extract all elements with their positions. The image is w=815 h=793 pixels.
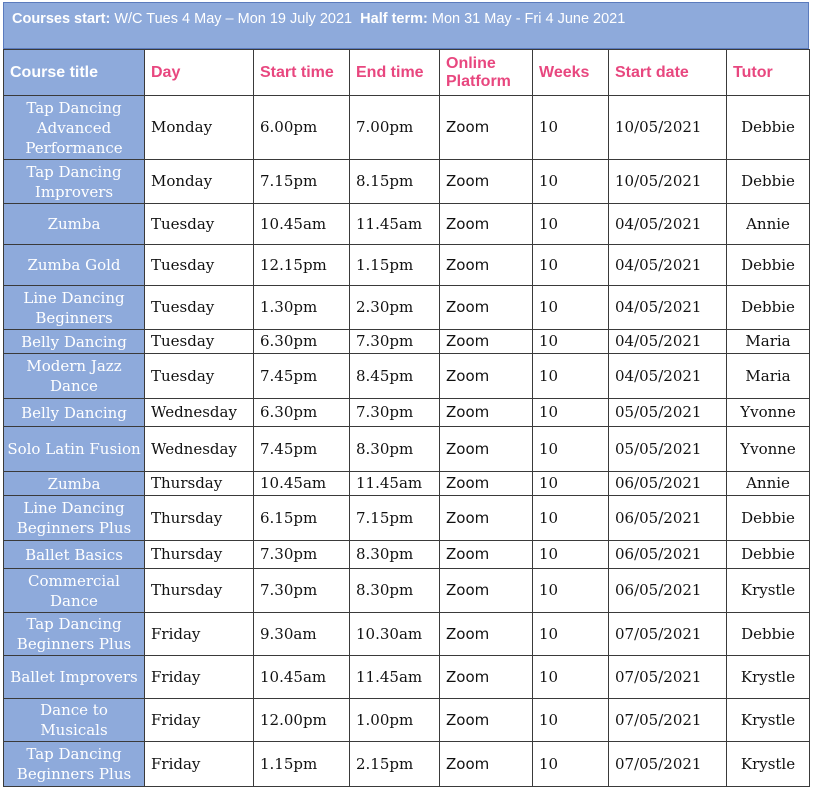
end-time-cell: 8.30pm	[350, 541, 440, 569]
end-time-cell: 11.45am	[350, 656, 440, 699]
day-cell: Tuesday	[145, 330, 254, 354]
day-cell: Wednesday	[145, 427, 254, 472]
weeks-cell: 10	[533, 245, 609, 286]
weeks-cell: 10	[533, 472, 609, 496]
course-title-cell: Line Dancing Beginners Plus	[4, 496, 145, 541]
weeks-cell: 10	[533, 286, 609, 330]
end-time-cell: 11.45am	[350, 204, 440, 245]
table-row	[4, 569, 810, 613]
start-date-cell: 04/05/2021	[609, 286, 727, 330]
day-cell: Thursday	[145, 496, 254, 541]
courses-start-label: Courses start:	[12, 11, 111, 27]
start-date-cell: 05/05/2021	[609, 399, 727, 427]
tutor-cell: Debbie	[727, 613, 810, 656]
start-time-cell: 6.30pm	[254, 399, 350, 427]
course-title-cell: Belly Dancing	[4, 399, 145, 427]
day-cell: Friday	[145, 742, 254, 787]
course-title-cell: Dance to Musicals	[4, 699, 145, 742]
end-time-cell: 8.30pm	[350, 427, 440, 472]
table-row	[4, 96, 810, 160]
start-date-cell: 07/05/2021	[609, 742, 727, 787]
course-title-cell: Tap Dancing Improvers	[4, 160, 145, 204]
weeks-cell: 10	[533, 496, 609, 541]
course-title-cell: Tap Dancing Advanced Performance	[4, 96, 145, 160]
header-end-time: End time	[350, 50, 440, 96]
course-title-cell: Ballet Improvers	[4, 656, 145, 699]
tutor-cell: Maria	[727, 330, 810, 354]
platform-cell: Zoom	[440, 699, 533, 742]
start-time-cell: 7.45pm	[254, 427, 350, 472]
start-time-cell: 6.30pm	[254, 330, 350, 354]
day-cell: Tuesday	[145, 354, 254, 399]
table-row	[4, 699, 810, 742]
header-row	[4, 50, 810, 96]
tutor-cell: Yvonne	[727, 427, 810, 472]
course-title-cell: Line Dancing Beginners	[4, 286, 145, 330]
weeks-cell: 10	[533, 160, 609, 204]
tutor-cell: Annie	[727, 472, 810, 496]
start-date-cell: 06/05/2021	[609, 541, 727, 569]
end-time-cell: 8.30pm	[350, 569, 440, 613]
platform-cell: Zoom	[440, 613, 533, 656]
start-time-cell: 10.45am	[254, 204, 350, 245]
table-row	[4, 204, 810, 245]
platform-cell: Zoom	[440, 160, 533, 204]
end-time-cell: 2.15pm	[350, 742, 440, 787]
start-date-cell: 04/05/2021	[609, 354, 727, 399]
platform-cell: Zoom	[440, 286, 533, 330]
start-date-cell: 07/05/2021	[609, 699, 727, 742]
weeks-cell: 10	[533, 699, 609, 742]
day-cell: Wednesday	[145, 399, 254, 427]
course-title-cell: Commercial Dance	[4, 569, 145, 613]
header-start-date: Start date	[609, 50, 727, 96]
platform-cell: Zoom	[440, 354, 533, 399]
end-time-cell: 7.15pm	[350, 496, 440, 541]
tutor-cell: Debbie	[727, 286, 810, 330]
day-cell: Friday	[145, 613, 254, 656]
platform-cell: Zoom	[440, 399, 533, 427]
platform-cell: Zoom	[440, 427, 533, 472]
table-row	[4, 742, 810, 787]
end-time-cell: 1.15pm	[350, 245, 440, 286]
end-time-cell: 10.30am	[350, 613, 440, 656]
weeks-cell: 10	[533, 613, 609, 656]
platform-cell: Zoom	[440, 656, 533, 699]
header-day: Day	[145, 50, 254, 96]
course-title-cell: Zumba	[4, 472, 145, 496]
table-row	[4, 399, 810, 427]
tutor-cell: Debbie	[727, 245, 810, 286]
course-title-cell: Solo Latin Fusion	[4, 427, 145, 472]
weeks-cell: 10	[533, 204, 609, 245]
table-row	[4, 541, 810, 569]
day-cell: Monday	[145, 160, 254, 204]
end-time-cell: 11.45am	[350, 472, 440, 496]
start-date-cell: 04/05/2021	[609, 204, 727, 245]
start-time-cell: 12.15pm	[254, 245, 350, 286]
day-cell: Thursday	[145, 472, 254, 496]
weeks-cell: 10	[533, 656, 609, 699]
tutor-cell: Krystle	[727, 569, 810, 613]
table-row	[4, 330, 810, 354]
start-date-cell: 07/05/2021	[609, 656, 727, 699]
table-row	[4, 656, 810, 699]
course-title-cell: Belly Dancing	[4, 330, 145, 354]
start-date-cell: 06/05/2021	[609, 472, 727, 496]
course-title-cell: Modern Jazz Dance	[4, 354, 145, 399]
start-time-cell: 7.30pm	[254, 541, 350, 569]
course-schedule	[3, 2, 809, 787]
start-date-cell: 04/05/2021	[609, 330, 727, 354]
platform-cell: Zoom	[440, 569, 533, 613]
platform-cell: Zoom	[440, 496, 533, 541]
tutor-cell: Annie	[727, 204, 810, 245]
table-row	[4, 472, 810, 496]
weeks-cell: 10	[533, 354, 609, 399]
start-time-cell: 1.15pm	[254, 742, 350, 787]
platform-cell: Zoom	[440, 245, 533, 286]
course-table	[3, 49, 810, 787]
end-time-cell: 8.15pm	[350, 160, 440, 204]
header-course-title: Course title	[4, 50, 145, 96]
half-term-value: Mon 31 May - Fri 4 June 2021	[431, 11, 626, 27]
start-date-cell: 10/05/2021	[609, 96, 727, 160]
end-time-cell: 2.30pm	[350, 286, 440, 330]
start-time-cell: 6.00pm	[254, 96, 350, 160]
start-time-cell: 9.30am	[254, 613, 350, 656]
tutor-cell: Debbie	[727, 496, 810, 541]
table-row	[4, 613, 810, 656]
weeks-cell: 10	[533, 330, 609, 354]
platform-cell: Zoom	[440, 541, 533, 569]
start-time-cell: 6.15pm	[254, 496, 350, 541]
table-row	[4, 160, 810, 204]
start-time-cell: 10.45am	[254, 656, 350, 699]
header-start-time: Start time	[254, 50, 350, 96]
day-cell: Thursday	[145, 569, 254, 613]
weeks-cell: 10	[533, 541, 609, 569]
half-term-label: Half term:	[360, 11, 428, 27]
tutor-cell: Krystle	[727, 699, 810, 742]
tutor-cell: Debbie	[727, 160, 810, 204]
platform-cell: Zoom	[440, 96, 533, 160]
tutor-cell: Yvonne	[727, 399, 810, 427]
day-cell: Monday	[145, 96, 254, 160]
start-time-cell: 7.45pm	[254, 354, 350, 399]
header-tutor: Tutor	[727, 50, 810, 96]
start-date-cell: 06/05/2021	[609, 496, 727, 541]
start-date-cell: 06/05/2021	[609, 569, 727, 613]
end-time-cell: 7.00pm	[350, 96, 440, 160]
schedule-banner	[3, 2, 809, 49]
end-time-cell: 7.30pm	[350, 330, 440, 354]
course-title-cell: Tap Dancing Beginners Plus	[4, 613, 145, 656]
platform-cell: Zoom	[440, 204, 533, 245]
tutor-cell: Debbie	[727, 96, 810, 160]
end-time-cell: 8.45pm	[350, 354, 440, 399]
day-cell: Tuesday	[145, 286, 254, 330]
start-time-cell: 10.45am	[254, 472, 350, 496]
day-cell: Tuesday	[145, 204, 254, 245]
day-cell: Friday	[145, 699, 254, 742]
start-time-cell: 12.00pm	[254, 699, 350, 742]
course-title-cell: Ballet Basics	[4, 541, 145, 569]
start-time-cell: 7.30pm	[254, 569, 350, 613]
tutor-cell: Maria	[727, 354, 810, 399]
tutor-cell: Krystle	[727, 656, 810, 699]
courses-start-value: W/C Tues 4 May – Mon 19 July 2021	[114, 11, 353, 27]
start-time-cell: 1.30pm	[254, 286, 350, 330]
weeks-cell: 10	[533, 569, 609, 613]
day-cell: Tuesday	[145, 245, 254, 286]
table-row	[4, 496, 810, 541]
start-time-cell: 7.15pm	[254, 160, 350, 204]
day-cell: Thursday	[145, 541, 254, 569]
start-date-cell: 04/05/2021	[609, 245, 727, 286]
start-date-cell: 10/05/2021	[609, 160, 727, 204]
end-time-cell: 7.30pm	[350, 399, 440, 427]
weeks-cell: 10	[533, 96, 609, 160]
start-date-cell: 07/05/2021	[609, 613, 727, 656]
weeks-cell: 10	[533, 427, 609, 472]
end-time-cell: 1.00pm	[350, 699, 440, 742]
course-title-cell: Zumba Gold	[4, 245, 145, 286]
table-row	[4, 354, 810, 399]
weeks-cell: 10	[533, 399, 609, 427]
table-row	[4, 245, 810, 286]
tutor-cell: Krystle	[727, 742, 810, 787]
tutor-cell: Debbie	[727, 541, 810, 569]
header-weeks: Weeks	[533, 50, 609, 96]
course-title-cell: Tap Dancing Beginners Plus	[4, 742, 145, 787]
platform-cell: Zoom	[440, 742, 533, 787]
platform-cell: Zoom	[440, 472, 533, 496]
start-date-cell: 05/05/2021	[609, 427, 727, 472]
table-row	[4, 286, 810, 330]
weeks-cell: 10	[533, 742, 609, 787]
course-title-cell: Zumba	[4, 204, 145, 245]
platform-cell: Zoom	[440, 330, 533, 354]
table-row	[4, 427, 810, 472]
header-online-platform: Online Platform	[440, 50, 533, 96]
day-cell: Friday	[145, 656, 254, 699]
